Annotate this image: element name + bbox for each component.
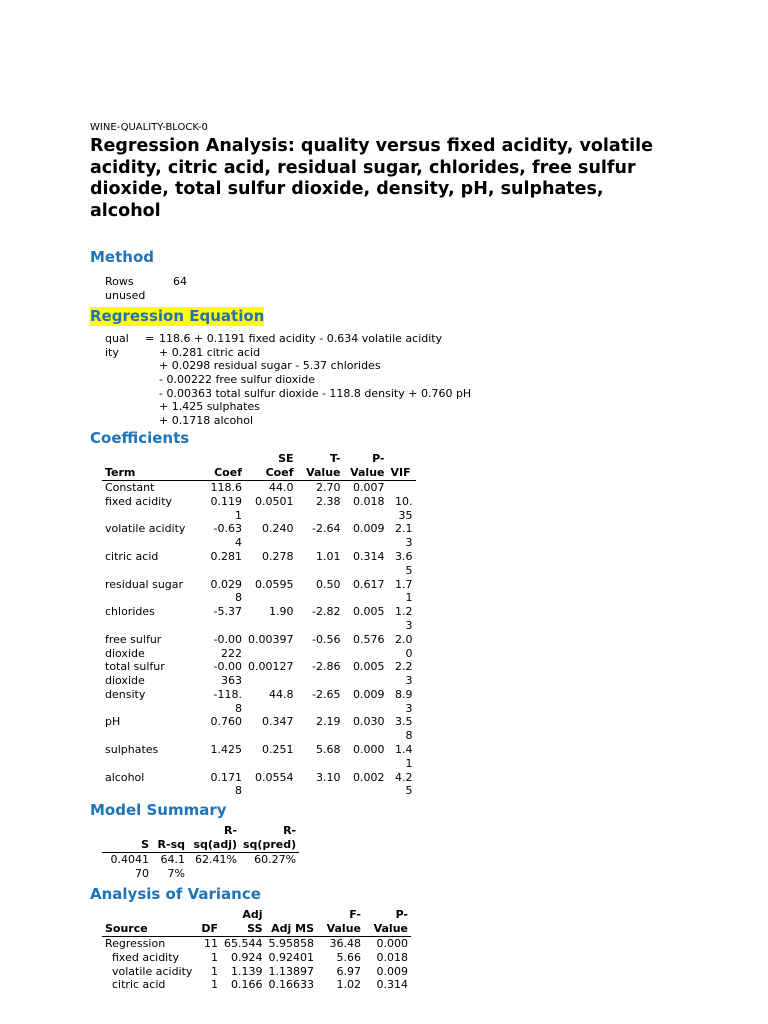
table-cell: 0.00127 <box>248 660 294 674</box>
table-row <box>102 578 416 606</box>
equation-line: + 0.281 citric acid <box>159 345 261 359</box>
table-cell: citric acid <box>112 978 166 992</box>
coefficients-body <box>102 480 416 798</box>
model-summary-heading: Model Summary <box>90 801 227 820</box>
table-cell: 0.16633 <box>268 978 314 992</box>
table-cell: 0.50 <box>316 577 341 591</box>
anova-body <box>102 937 411 993</box>
table-cell: 0.281 <box>210 549 242 563</box>
table-cell: pH <box>105 715 121 729</box>
table-row <box>102 633 416 661</box>
table-cell: -0.00363 <box>213 660 242 688</box>
equation-line: + 0.0298 residual sugar - 5.37 chlorides <box>159 359 381 373</box>
table-cell: 1.425 <box>210 743 242 757</box>
table-cell: 0.018 <box>353 494 385 508</box>
col-header-s: S <box>102 824 152 852</box>
table-cell: 2.19 <box>316 715 341 729</box>
table-cell: 2.23 <box>395 660 413 688</box>
table-cell: residual sugar <box>105 577 184 591</box>
table-cell: 0.251 <box>262 743 294 757</box>
table-cell: 5.66 <box>336 950 361 964</box>
table-cell: 2.38 <box>316 494 341 508</box>
table-cell: 44.8 <box>269 687 294 701</box>
table-cell: Regression <box>105 937 166 951</box>
table-cell: 0.0501 <box>255 494 294 508</box>
table-cell: 0.009 <box>353 687 385 701</box>
equation-response-label <box>105 332 145 427</box>
table-cell: 0.002 <box>353 770 385 784</box>
col-header-adj-ms: Adj MS <box>266 908 318 936</box>
table-cell: 2.13 <box>395 522 413 550</box>
regression-equation-heading: Regression Equation <box>90 307 265 326</box>
block-id: WINE-QUALITY-BLOCK-0 <box>90 122 208 133</box>
table-cell: 11 <box>204 937 218 951</box>
table-cell: 1 <box>211 978 218 992</box>
table-cell: Constant <box>105 480 155 494</box>
method-heading: Method <box>90 248 154 266</box>
table-cell: 0.009 <box>353 522 385 536</box>
table-cell: 0.314 <box>376 978 408 992</box>
table-row <box>102 743 416 771</box>
rows-unused-value: 64 <box>173 275 187 288</box>
equation-lines <box>159 332 471 427</box>
table-cell: 1.13897 <box>268 964 314 978</box>
table-row <box>102 688 416 716</box>
table-row <box>102 715 416 743</box>
table-cell: 118.6 <box>210 480 242 494</box>
table-cell: 1.71 <box>395 577 413 605</box>
table-cell: 1.23 <box>395 605 413 632</box>
col-header-vif: VIF <box>388 452 416 480</box>
coefficients-heading: Coefficients <box>90 429 190 448</box>
table-cell: 0.924 <box>231 950 263 964</box>
table-cell: -2.82 <box>312 605 341 619</box>
table-cell: density <box>105 687 146 701</box>
table-row <box>102 480 416 494</box>
col-header-r-sq: R-sq <box>152 824 188 852</box>
col-header-df: DF <box>198 908 221 936</box>
table-cell: 1.41 <box>395 743 413 770</box>
equation-line: - 0.00363 total sulfur dioxide - 118.8 density + 0.760 pH <box>159 386 472 400</box>
table-cell: 2.70 <box>316 480 341 494</box>
table-cell: 2.00 <box>395 632 413 660</box>
r-sq-pred-value: 60.27% <box>254 852 297 866</box>
col-header-p-value: P-Value <box>364 908 411 936</box>
table-cell: chlorides <box>105 605 155 619</box>
col-header-t-value: T-Value <box>297 452 344 480</box>
table-cell: 0.1718 <box>210 770 242 798</box>
table-cell: 0.278 <box>262 549 294 563</box>
table-cell: 3.10 <box>316 770 341 784</box>
table-cell: 1.01 <box>316 549 341 563</box>
table-cell: 1 <box>211 950 218 964</box>
col-header-p-value: P-Value <box>344 452 388 480</box>
table-cell: 0.007 <box>353 480 385 494</box>
table-cell: fixed acidity <box>105 494 173 508</box>
table-cell <box>388 480 416 494</box>
table-cell: 6.97 <box>336 964 361 978</box>
table-row <box>102 951 411 965</box>
table-cell: 0.0595 <box>255 577 294 591</box>
table-cell: 0.617 <box>353 577 385 591</box>
table-cell: 0.576 <box>353 632 385 646</box>
table-cell: -0.56 <box>312 632 341 646</box>
table-cell: volatile acidity <box>112 964 193 978</box>
table-cell: volatile acidity <box>105 522 186 536</box>
coefficients-table <box>102 452 416 798</box>
table-cell: total sulfur dioxide <box>105 660 165 688</box>
table-row <box>102 660 416 688</box>
table-cell: 36.48 <box>329 937 361 951</box>
table-cell: 8.93 <box>395 687 413 715</box>
equation-response: quality <box>105 332 129 359</box>
r-sq-value: 64.17% <box>160 852 185 880</box>
col-header-r-sq-pred: R-sq(pred) <box>240 824 299 852</box>
equation-line: + 0.1718 alcohol <box>159 413 254 427</box>
model-summary-table <box>102 824 299 880</box>
table-row <box>102 550 416 578</box>
table-cell: 0.166 <box>231 978 263 992</box>
table-cell: -0.00222 <box>213 632 242 660</box>
table-cell: -2.65 <box>312 687 341 701</box>
col-header-r-sq-adj: R-sq(adj) <box>188 824 240 852</box>
equals-sign: = <box>145 332 155 346</box>
table-cell: 1.90 <box>269 605 294 619</box>
table-cell: 0.000 <box>376 937 408 951</box>
anova-heading: Analysis of Variance <box>90 885 261 904</box>
table-row <box>102 937 411 951</box>
table-cell: 0.240 <box>262 522 294 536</box>
col-header-se-coef: SE Coef <box>245 452 297 480</box>
table-cell: 0.0554 <box>255 770 294 784</box>
table-row <box>102 495 416 523</box>
table-row <box>102 965 411 979</box>
regression-equation <box>105 332 690 427</box>
table-cell: -5.37 <box>213 605 242 619</box>
table-cell: 0.009 <box>376 964 408 978</box>
s-value: 0.404170 <box>110 852 149 880</box>
table-cell: 0.1191 <box>210 494 242 522</box>
table-cell: 5.68 <box>316 743 341 757</box>
table-cell: 0.030 <box>353 715 385 729</box>
equation-line: - 0.00222 free sulfur dioxide <box>159 372 316 386</box>
table-cell: 0.005 <box>353 660 385 674</box>
table-cell: 1.139 <box>231 964 263 978</box>
col-header-f-value: F-Value <box>317 908 364 936</box>
col-header-term: Term <box>102 452 204 480</box>
equation-line: + 1.425 sulphates <box>159 400 260 414</box>
table-row <box>102 978 411 992</box>
equation-line: 118.6 + 0.1191 fixed acidity - 0.634 volatile acidity <box>159 332 443 346</box>
table-cell: 1 <box>211 964 218 978</box>
table-row <box>102 771 416 799</box>
table-cell: 0.347 <box>262 715 294 729</box>
anova-table <box>102 908 411 992</box>
table-cell: -118.8 <box>213 687 242 715</box>
table-cell: citric acid <box>105 549 159 563</box>
table-row <box>102 522 416 550</box>
table-cell: 44.0 <box>269 480 294 494</box>
col-header-adj-ss: Adj SS <box>221 908 266 936</box>
table-cell: -2.64 <box>312 522 341 536</box>
table-cell: 0.005 <box>353 605 385 619</box>
table-cell: -2.86 <box>312 660 341 674</box>
table-row <box>102 852 299 880</box>
table-cell: 3.65 <box>395 549 413 577</box>
table-cell: 10.35 <box>395 494 413 522</box>
col-header-source: Source <box>102 908 198 936</box>
table-cell: 0.000 <box>353 743 385 757</box>
table-cell: 4.25 <box>395 770 413 798</box>
table-cell: 0.0298 <box>210 577 242 605</box>
table-row <box>102 605 416 633</box>
table-cell: 0.92401 <box>268 950 314 964</box>
table-cell: alcohol <box>105 770 145 784</box>
r-sq-adj-value: 62.41% <box>195 852 237 866</box>
table-cell: 5.95858 <box>268 937 314 951</box>
report-page <box>90 122 690 992</box>
table-cell: 1.02 <box>336 978 361 992</box>
table-cell: fixed acidity <box>112 950 180 964</box>
table-cell: sulphates <box>105 743 159 757</box>
table-cell: 0.018 <box>376 950 408 964</box>
table-cell: -0.634 <box>213 522 242 550</box>
table-cell: 0.00397 <box>248 632 294 646</box>
method-table <box>105 275 187 302</box>
col-header-coef: Coef <box>204 452 245 480</box>
table-cell: 3.58 <box>395 715 413 743</box>
rows-unused-label: Rows unused <box>105 275 146 302</box>
report-title: Regression Analysis: quality versus fixed acidity, volatile acidity, citric acid, residual sugar, chlorides, free sulfur dioxide, total sulfur dioxide, density, pH, sulphates, alcohol <box>90 136 653 221</box>
table-cell: 65.544 <box>224 937 263 951</box>
table-cell: 0.760 <box>210 715 242 729</box>
table-cell: 0.314 <box>353 549 385 563</box>
table-cell: free sulfur dioxide <box>105 632 162 660</box>
